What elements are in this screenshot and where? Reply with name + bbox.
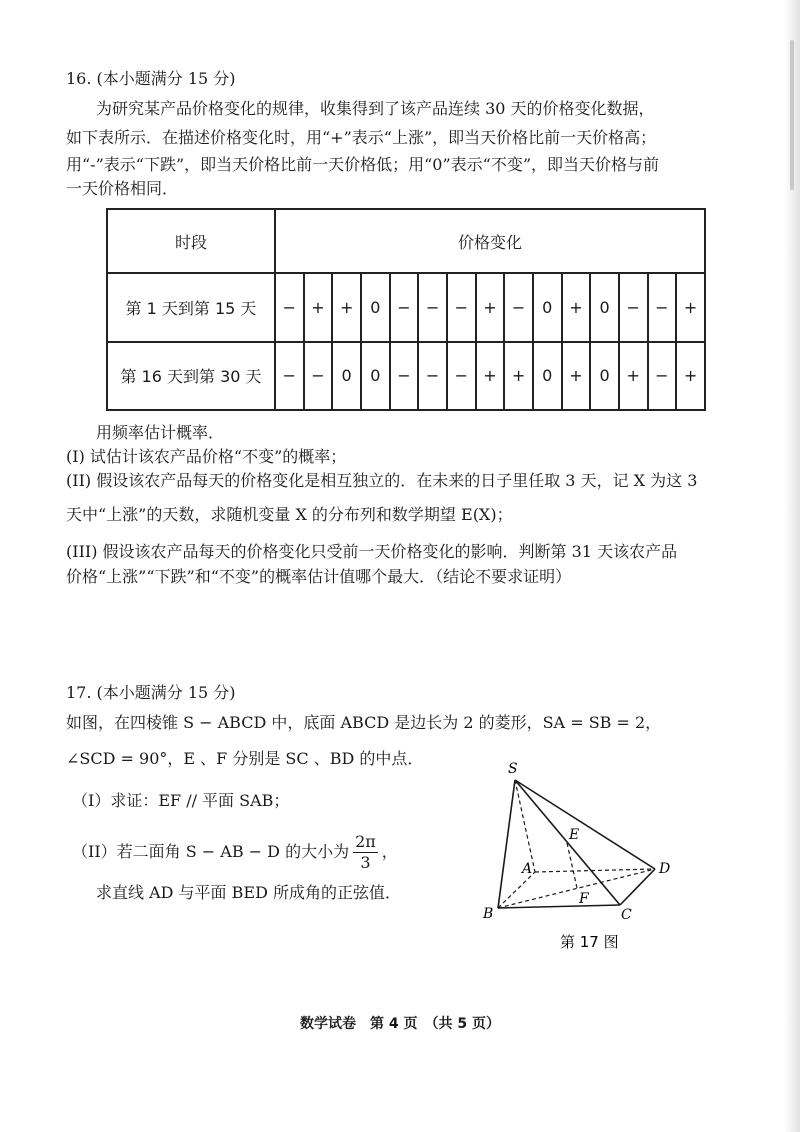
table-cell: −	[418, 342, 447, 410]
table-cell: 0	[533, 273, 562, 341]
scan-edge-mark	[790, 40, 794, 190]
q17-line-1: 如图，在四棱锥 S − ABCD 中，底面 ABCD 是边长为 2 的菱形，SA = SB = 2，	[66, 713, 662, 732]
q17-header: 17. (本小题满分 15 分)	[66, 683, 236, 702]
fraction-denominator: 3	[360, 853, 371, 872]
segment-EF-hidden	[567, 843, 577, 888]
table-cell: +	[332, 273, 361, 341]
q16-part-1: (I) 试估计该农产品价格“不变”的概率；	[66, 447, 347, 466]
q17-line-2: ∠SCD = 90°，E 、F 分别是 SC 、BD 的中点．	[66, 749, 424, 768]
table-cell: +	[562, 342, 591, 410]
edge-AD-hidden	[535, 869, 655, 872]
header-period: 时段	[107, 209, 275, 273]
label-B: B	[483, 906, 494, 922]
table-cell: −	[304, 342, 333, 410]
q17-part-2-line-1	[72, 832, 398, 873]
table-cell: −	[447, 342, 476, 410]
table-header-row	[107, 209, 705, 273]
row-label: 第 1 天到第 15 天	[107, 273, 275, 341]
row-label: 第 16 天到第 30 天	[107, 342, 275, 410]
q16-part-2-line-2: 天中“上涨”的天数，求随机变量 X 的分布列和数学期望 E(X)；	[66, 505, 513, 524]
table-cell: 0	[361, 342, 390, 410]
figure-caption: 第 17 图	[560, 933, 619, 951]
q16-part-3-line-1: (III) 假设该农产品每天的价格变化只受前一天价格变化的影响．判断第 31 天该农产品	[66, 542, 678, 561]
table-cell: +	[476, 342, 505, 410]
table-cell: −	[648, 342, 677, 410]
table-cell: −	[275, 342, 304, 410]
table-cell: 0	[332, 342, 361, 410]
scan-edge-shadow	[784, 0, 800, 1132]
q17-part-2-line-2: 求直线 AD 与平面 BED 所成角的正弦值．	[96, 883, 401, 902]
edge-SA-hidden	[515, 780, 535, 872]
table-cell: −	[648, 273, 677, 341]
table-cell: −	[504, 273, 533, 341]
table-cell: −	[447, 273, 476, 341]
q17-part-1: （I）求证：EF // 平面 SAB；	[72, 791, 290, 810]
label-D: D	[659, 861, 671, 877]
edge-AB-hidden	[498, 872, 535, 908]
edge-SD	[515, 780, 655, 869]
table-cell: +	[562, 273, 591, 341]
table-row-days-16-30	[107, 342, 705, 410]
table-cell: −	[275, 273, 304, 341]
q16-intro-line-1: 为研究某产品价格变化的规律，收集得到了该产品连续 30 天的价格变化数据，	[96, 99, 655, 118]
edge-BC	[498, 905, 620, 908]
label-E: E	[569, 827, 580, 843]
table-cell: +	[676, 342, 705, 410]
q17-part-2-prefix: （II）若二面角 S − AB − D 的大小为	[72, 842, 350, 861]
edge-CD	[620, 869, 655, 905]
label-C: C	[621, 907, 632, 923]
table-cell: 0	[533, 342, 562, 410]
q16-frequency-note: 用频率估计概率．	[96, 423, 225, 442]
pyramid-figure	[470, 755, 700, 955]
q16-part-3-line-2: 价格“上涨”“下跌”和“不变”的概率估计值哪个最大．（结论不要求证明）	[66, 567, 572, 586]
q16-intro-line-4: 一天价格相同．	[66, 179, 179, 198]
table-cell: 0	[590, 273, 619, 341]
fraction-numerator: 2π	[355, 832, 376, 851]
q16-intro-line-3: 用“-”表示“下跌”，即当天价格比前一天价格低；用“0”表示“不变”，即当天价格与前	[66, 155, 660, 174]
q16-header: 16. (本小题满分 15 分)	[66, 69, 236, 88]
table-cell: −	[390, 273, 419, 341]
edge-SB	[498, 780, 515, 908]
q17-part-2-suffix: ，	[381, 842, 398, 861]
table-row-days-1-15	[107, 273, 705, 341]
table-cell: −	[418, 273, 447, 341]
q16-part-2-line-1: (II) 假设该农产品每天的价格变化是相互独立的．在未来的日子里任取 3 天，记 X 为这 3	[66, 471, 698, 490]
label-F: F	[579, 891, 589, 907]
table-cell: +	[476, 273, 505, 341]
q16-intro-line-2: 如下表所示．在描述价格变化时，用“+”表示“上涨”，即当天价格比前一天价格高；	[66, 128, 657, 147]
page-footer: 数学试卷 第 4 页 （共 5 页）	[300, 1016, 500, 1032]
label-A: A	[522, 861, 533, 877]
dihedral-angle-fraction	[353, 832, 378, 873]
table-cell: 0	[590, 342, 619, 410]
table-cell: +	[619, 342, 648, 410]
price-change-table	[106, 208, 706, 411]
table-cell: +	[304, 273, 333, 341]
table-cell: −	[390, 342, 419, 410]
table-cell: 0	[361, 273, 390, 341]
table-cell: −	[619, 273, 648, 341]
edge-SC	[515, 780, 620, 905]
label-S: S	[508, 761, 518, 777]
table-cell: +	[676, 273, 705, 341]
table-cell: +	[504, 342, 533, 410]
header-price-change: 价格变化	[275, 209, 705, 273]
